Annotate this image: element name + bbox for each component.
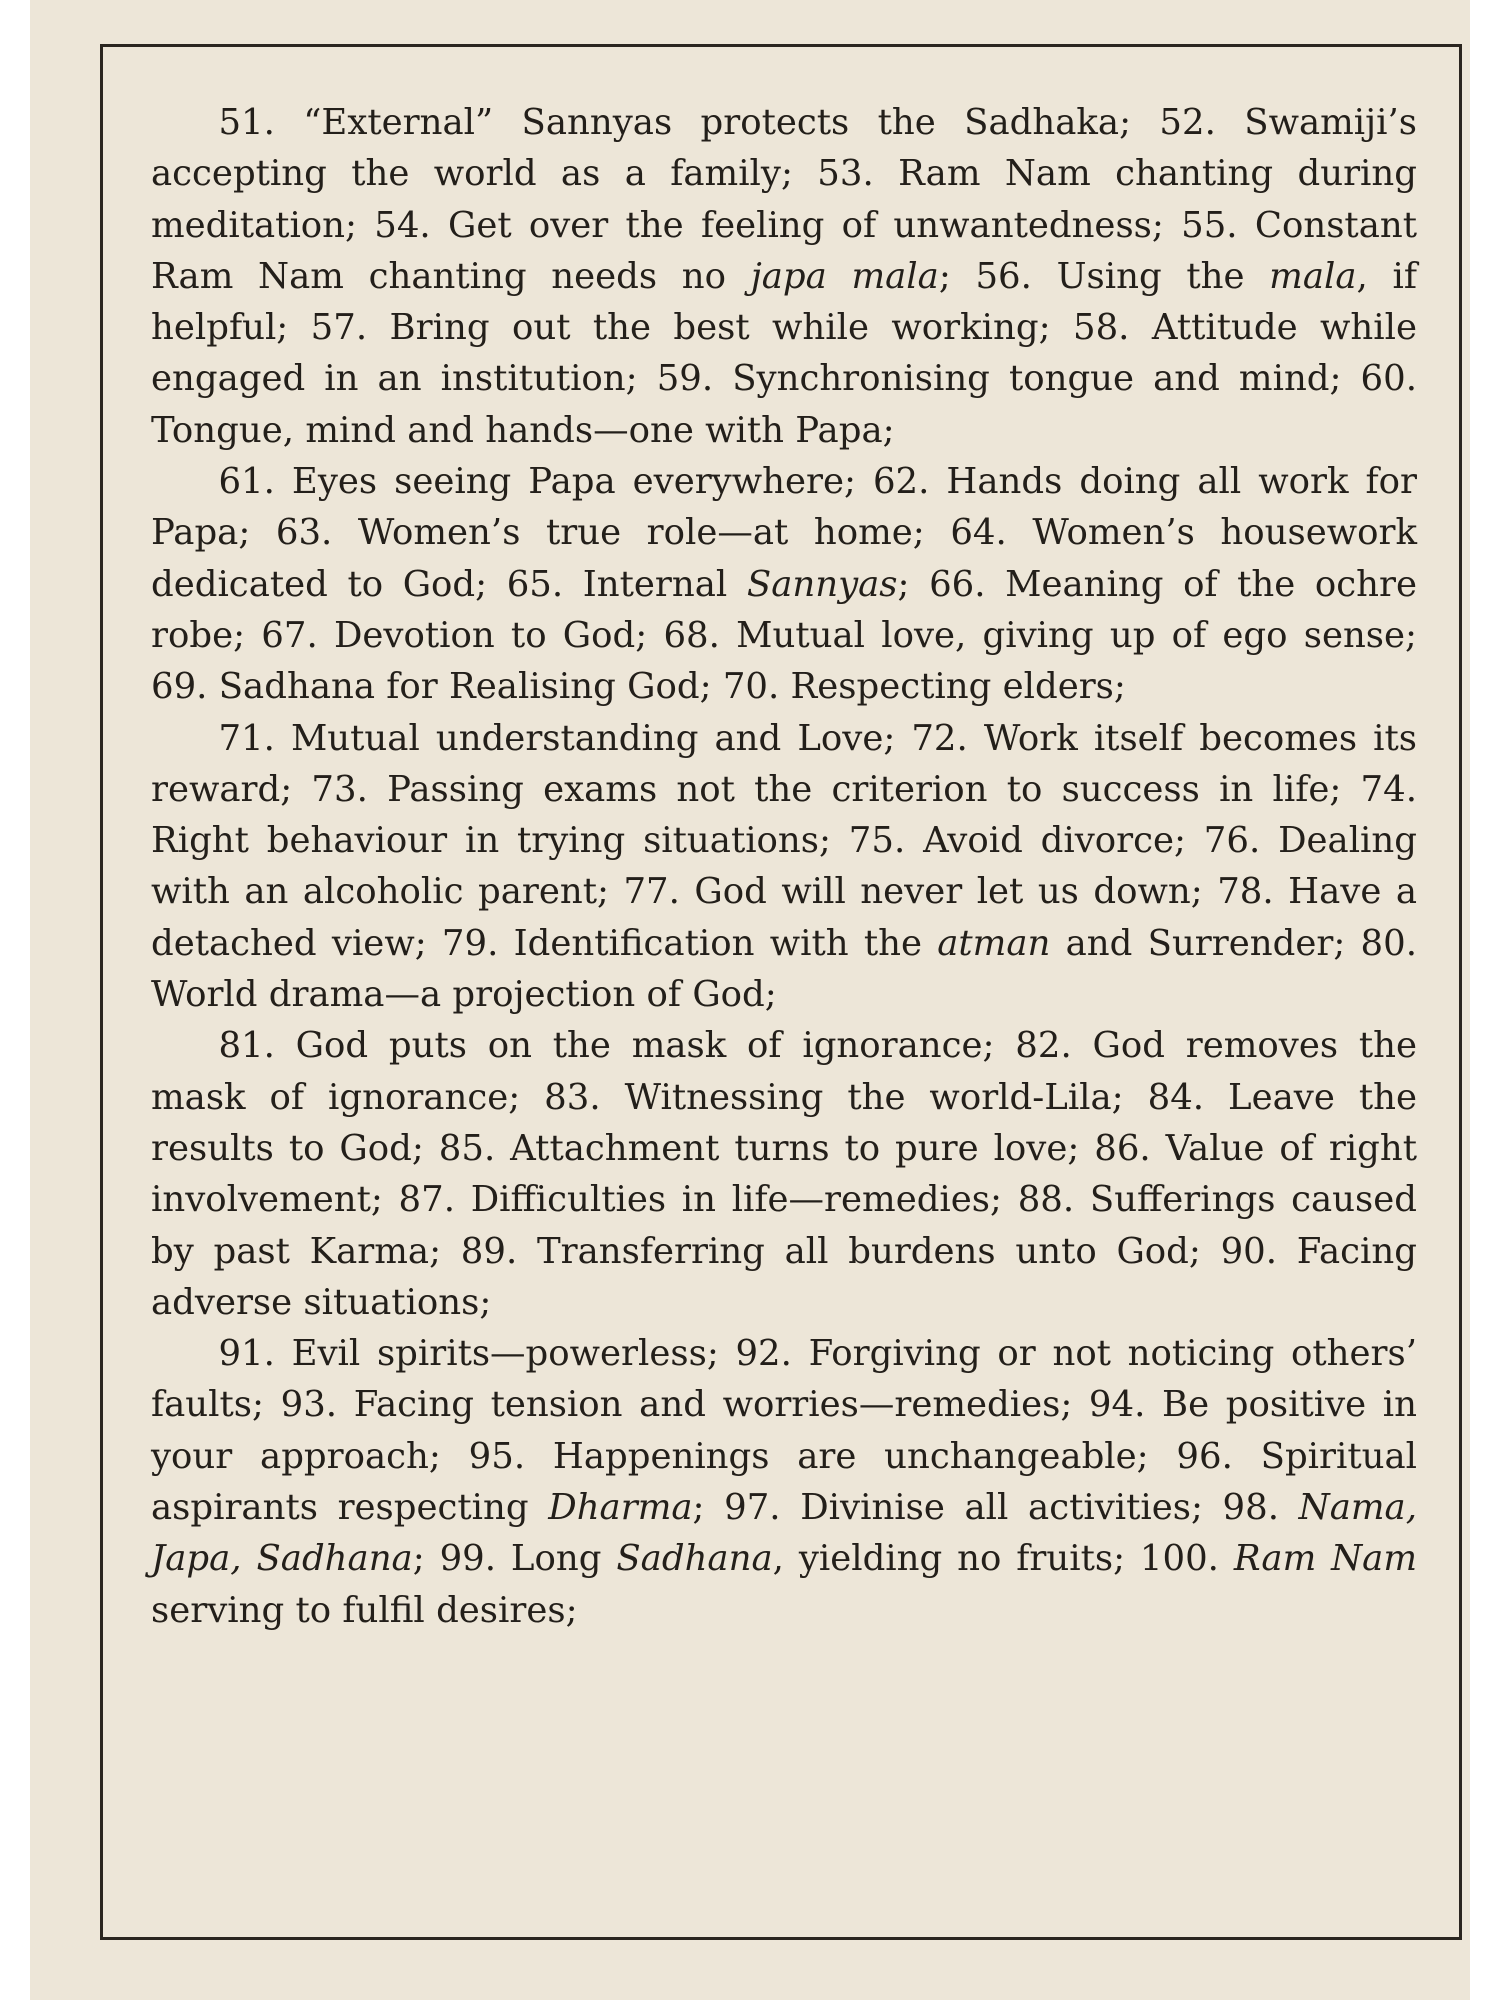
text-run: 51. “External” Sannyas protects the Sadhaka; 52. Swamiji’s accepting the world as a family; 53. Ram Nam chanting during meditation; 54. Get over the feeling of unwantedness; 55. Constant Ram Nam chanting needs no — [151, 102, 1417, 297]
paragraph-81-90 — [151, 1020, 1417, 1328]
italic-term: mala — [1269, 255, 1357, 297]
text-frame-border — [100, 44, 1462, 1940]
text-run: serving to fulfil desires; — [151, 1589, 578, 1631]
contents-text-block — [151, 97, 1417, 1636]
italic-term: Dharma — [548, 1487, 693, 1529]
text-run: ; 56. Using the — [938, 255, 1270, 297]
italic-term: Nama, Japa, Sadhana — [151, 1487, 1417, 1580]
text-run: 71. Mutual understanding and Love; 72. Work itself becomes its reward; 73. Passing exams not the criterion to success in life; 74. Right behaviour in trying situations; 75. Avoid divorce; 76. Dealing with an alcoholic parent; 77. God will never let us down; 78. Have a detached view; 79. Identification with the — [151, 717, 1417, 964]
paragraph-61-70 — [151, 456, 1417, 712]
italic-term: Sannyas — [746, 563, 898, 605]
book-page — [30, 0, 1470, 2000]
italic-term: japa mala — [750, 255, 939, 297]
text-run: ; 97. Divinise all activities; 98. — [692, 1487, 1299, 1529]
text-run: , if helpful; 57. Bring out the best while working; 58. Attitude while engaged in an institution; 59. Synchronising tongue and mind; 60. Tongue, mind and hands—one with Papa; — [151, 255, 1417, 451]
text-run: ; 66. Meaning of the ochre robe; 67. Devotion to God; 68. Mutual love, giving up of ego sense; 69. Sadhana for Realising God; 70. Respecting elders; — [151, 563, 1418, 708]
italic-term: Sadhana — [616, 1538, 773, 1580]
paragraph-71-80 — [151, 713, 1417, 1021]
text-run: ; 99. Long — [412, 1538, 617, 1580]
paragraph-51-60 — [151, 97, 1417, 456]
text-run: 81. God puts on the mask of ignorance; 82. God removes the mask of ignorance; 83. Witnessing the world-Lila; 84. Leave the results to God; 85. Attachment turns to pure love; 86. Value of right involvement; 87. Difficulties in life—remedies; 88. Sufferings caused by past Karma; 89. Transferring all burdens unto God; 90. Facing adverse situations; — [151, 1025, 1417, 1323]
italic-term: atman — [937, 922, 1051, 964]
paragraph-91-100 — [151, 1328, 1417, 1636]
italic-term: Ram Nam — [1233, 1538, 1418, 1580]
text-run: 61. Eyes seeing Papa everywhere; 62. Hands doing all work for Papa; 63. Women’s true role—at home; 64. Women’s housework dedicated to God; 65. Internal — [151, 461, 1417, 605]
text-run: and Surrender; 80. World drama—a projection of God; — [151, 922, 1417, 1016]
text-run: , yielding no fruits; 100. — [772, 1538, 1234, 1580]
text-run: 91. Evil spirits—powerless; 92. Forgiving or not noticing others’ faults; 93. Facing tension and worries—remedies; 94. Be positive in your approach; 95. Happenings are unchangeable; 96. Spiritual aspirants respecting — [151, 1333, 1417, 1529]
